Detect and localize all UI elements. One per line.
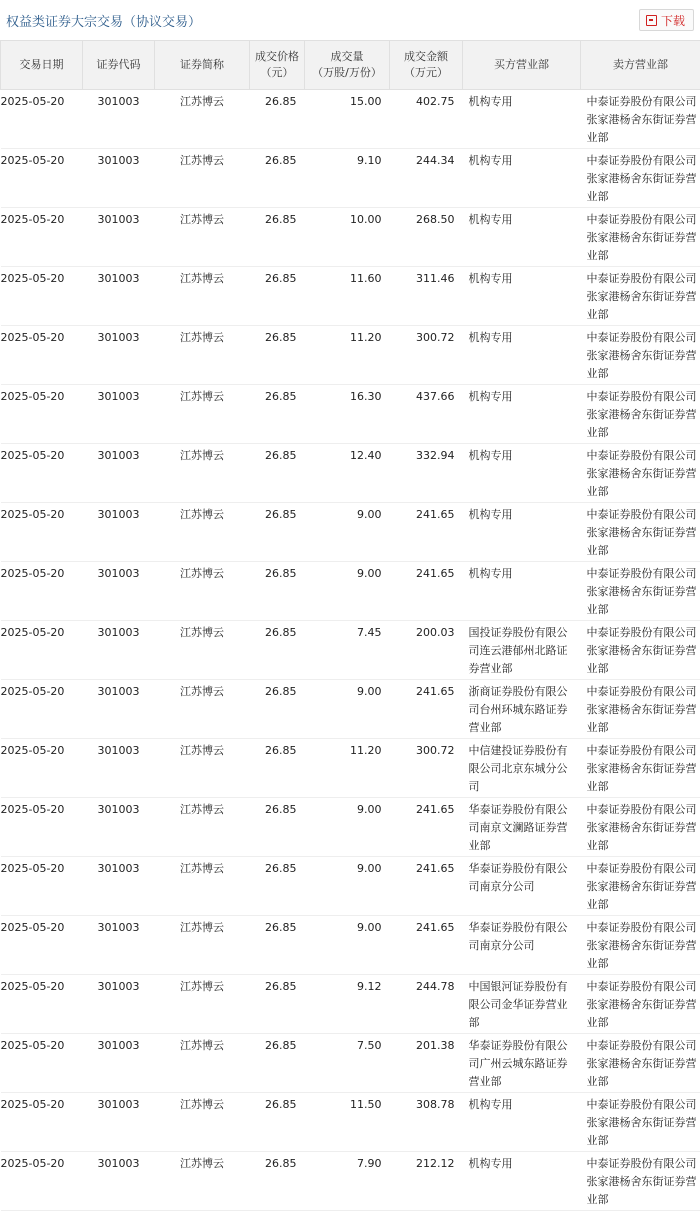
price-cell: 26.85 [250, 90, 305, 149]
table-row [1, 503, 700, 562]
header-seller: 卖方营业部 [581, 41, 700, 90]
page-title: 权益类证券大宗交易（协议交易） [6, 11, 201, 30]
trade-date-cell: 2025-05-20 [1, 857, 83, 916]
download-label: 下载 [661, 12, 685, 29]
buyer-branch-cell: 机构专用 [463, 1152, 581, 1211]
security-name-cell: 江苏博云 [155, 444, 250, 503]
buyer-branch-cell: 华泰证券股份有限公司南京文澜路证券营业部 [463, 798, 581, 857]
table-row [1, 975, 700, 1034]
seller-branch-cell: 中泰证券股份有限公司张家港杨舍东街证券营业部 [581, 1034, 700, 1093]
trade-date-cell: 2025-05-20 [1, 1152, 83, 1211]
security-code-cell: 301003 [83, 90, 155, 149]
amount-cell: 200.03 [390, 621, 463, 680]
header-security-code: 证券代码 [83, 41, 155, 90]
security-name-cell: 江苏博云 [155, 680, 250, 739]
volume-cell: 11.60 [305, 267, 390, 326]
volume-cell: 7.90 [305, 1152, 390, 1211]
price-cell: 26.85 [250, 326, 305, 385]
security-name-cell: 江苏博云 [155, 267, 250, 326]
price-cell: 26.85 [250, 798, 305, 857]
buyer-branch-cell: 华泰证券股份有限公司广州云城东路证券营业部 [463, 1034, 581, 1093]
price-cell: 26.85 [250, 208, 305, 267]
table-row [1, 1152, 700, 1211]
trade-date-cell: 2025-05-20 [1, 326, 83, 385]
security-name-cell: 江苏博云 [155, 739, 250, 798]
security-code-cell: 301003 [83, 1152, 155, 1211]
security-code-cell: 301003 [83, 149, 155, 208]
price-cell: 26.85 [250, 1034, 305, 1093]
volume-cell: 11.50 [305, 1093, 390, 1152]
amount-cell: 308.78 [390, 1093, 463, 1152]
security-name-cell: 江苏博云 [155, 1034, 250, 1093]
volume-cell: 7.50 [305, 1034, 390, 1093]
amount-cell: 437.66 [390, 385, 463, 444]
volume-cell: 7.45 [305, 621, 390, 680]
trade-date-cell: 2025-05-20 [1, 680, 83, 739]
price-cell: 26.85 [250, 149, 305, 208]
trade-date-cell: 2025-05-20 [1, 739, 83, 798]
seller-branch-cell: 中泰证券股份有限公司张家港杨舍东街证券营业部 [581, 857, 700, 916]
seller-branch-cell: 中泰证券股份有限公司张家港杨舍东街证券营业部 [581, 975, 700, 1034]
trade-date-cell: 2025-05-20 [1, 621, 83, 680]
volume-cell: 9.12 [305, 975, 390, 1034]
amount-cell: 300.72 [390, 326, 463, 385]
header-buyer: 买方营业部 [463, 41, 581, 90]
header-amount: 成交金额 （万元） [390, 41, 463, 90]
header-security-name: 证券简称 [155, 41, 250, 90]
table-row [1, 149, 700, 208]
volume-cell: 9.00 [305, 680, 390, 739]
table-row [1, 916, 700, 975]
trade-date-cell: 2025-05-20 [1, 798, 83, 857]
security-code-cell: 301003 [83, 326, 155, 385]
header-price: 成交价格 （元） [250, 41, 305, 90]
price-cell: 26.85 [250, 916, 305, 975]
trade-date-cell: 2025-05-20 [1, 503, 83, 562]
amount-cell: 241.65 [390, 562, 463, 621]
buyer-branch-cell: 浙商证券股份有限公司台州环城东路证券营业部 [463, 680, 581, 739]
security-name-cell: 江苏博云 [155, 208, 250, 267]
seller-branch-cell: 中泰证券股份有限公司张家港杨舍东街证券营业部 [581, 503, 700, 562]
buyer-branch-cell: 机构专用 [463, 444, 581, 503]
price-cell: 26.85 [250, 680, 305, 739]
trade-date-cell: 2025-05-20 [1, 149, 83, 208]
buyer-branch-cell: 国投证券股份有限公司连云港郁州北路证券营业部 [463, 621, 581, 680]
amount-cell: 300.72 [390, 739, 463, 798]
seller-branch-cell: 中泰证券股份有限公司张家港杨舍东街证券营业部 [581, 385, 700, 444]
buyer-branch-cell: 华泰证券股份有限公司南京分公司 [463, 916, 581, 975]
buyer-branch-cell: 机构专用 [463, 208, 581, 267]
security-code-cell: 301003 [83, 208, 155, 267]
buyer-branch-cell: 机构专用 [463, 562, 581, 621]
price-cell: 26.85 [250, 385, 305, 444]
volume-cell: 9.00 [305, 916, 390, 975]
table-row [1, 798, 700, 857]
seller-branch-cell: 中泰证券股份有限公司张家港杨舍东街证券营业部 [581, 90, 700, 149]
security-code-cell: 301003 [83, 857, 155, 916]
security-name-cell: 江苏博云 [155, 1093, 250, 1152]
volume-cell: 9.00 [305, 798, 390, 857]
trade-date-cell: 2025-05-20 [1, 1034, 83, 1093]
volume-cell: 9.00 [305, 857, 390, 916]
volume-cell: 16.30 [305, 385, 390, 444]
security-name-cell: 江苏博云 [155, 798, 250, 857]
trade-date-cell: 2025-05-20 [1, 385, 83, 444]
table-row [1, 90, 700, 149]
seller-branch-cell: 中泰证券股份有限公司张家港杨舍东街证券营业部 [581, 1093, 700, 1152]
table-row [1, 444, 700, 503]
price-cell: 26.85 [250, 444, 305, 503]
price-cell: 26.85 [250, 857, 305, 916]
table-row [1, 326, 700, 385]
amount-cell: 241.65 [390, 798, 463, 857]
price-cell: 26.85 [250, 975, 305, 1034]
amount-cell: 311.46 [390, 267, 463, 326]
trade-date-cell: 2025-05-20 [1, 1093, 83, 1152]
seller-branch-cell: 中泰证券股份有限公司张家港杨舍东街证券营业部 [581, 680, 700, 739]
header-volume: 成交量 （万股/万份） [305, 41, 390, 90]
price-cell: 26.85 [250, 503, 305, 562]
security-name-cell: 江苏博云 [155, 385, 250, 444]
seller-branch-cell: 中泰证券股份有限公司张家港杨舍东街证券营业部 [581, 562, 700, 621]
buyer-branch-cell: 机构专用 [463, 503, 581, 562]
trade-date-cell: 2025-05-20 [1, 90, 83, 149]
table-row [1, 1093, 700, 1152]
buyer-branch-cell: 中信建投证券股份有限公司北京东城分公司 [463, 739, 581, 798]
security-name-cell: 江苏博云 [155, 916, 250, 975]
security-code-cell: 301003 [83, 739, 155, 798]
volume-cell: 9.00 [305, 562, 390, 621]
amount-cell: 241.65 [390, 680, 463, 739]
price-cell: 26.85 [250, 1093, 305, 1152]
volume-cell: 9.10 [305, 149, 390, 208]
table-row [1, 621, 700, 680]
security-name-cell: 江苏博云 [155, 1152, 250, 1211]
security-code-cell: 301003 [83, 680, 155, 739]
table-row [1, 739, 700, 798]
amount-cell: 241.65 [390, 857, 463, 916]
security-code-cell: 301003 [83, 916, 155, 975]
security-name-cell: 江苏博云 [155, 503, 250, 562]
price-cell: 26.85 [250, 621, 305, 680]
block-trade-table [0, 40, 700, 1211]
buyer-branch-cell: 机构专用 [463, 149, 581, 208]
seller-branch-cell: 中泰证券股份有限公司张家港杨舍东街证券营业部 [581, 916, 700, 975]
buyer-branch-cell: 机构专用 [463, 1093, 581, 1152]
seller-branch-cell: 中泰证券股份有限公司张家港杨舍东街证券营业部 [581, 326, 700, 385]
volume-cell: 11.20 [305, 739, 390, 798]
security-code-cell: 301003 [83, 1093, 155, 1152]
price-cell: 26.85 [250, 267, 305, 326]
amount-cell: 244.78 [390, 975, 463, 1034]
security-name-cell: 江苏博云 [155, 149, 250, 208]
security-name-cell: 江苏博云 [155, 857, 250, 916]
trade-date-cell: 2025-05-20 [1, 975, 83, 1034]
trade-date-cell: 2025-05-20 [1, 562, 83, 621]
volume-cell: 10.00 [305, 208, 390, 267]
trade-date-cell: 2025-05-20 [1, 916, 83, 975]
security-code-cell: 301003 [83, 975, 155, 1034]
seller-branch-cell: 中泰证券股份有限公司张家港杨舍东街证券营业部 [581, 1152, 700, 1211]
price-cell: 26.85 [250, 562, 305, 621]
security-code-cell: 301003 [83, 621, 155, 680]
security-code-cell: 301003 [83, 267, 155, 326]
security-name-cell: 江苏博云 [155, 326, 250, 385]
seller-branch-cell: 中泰证券股份有限公司张家港杨舍东街证券营业部 [581, 739, 700, 798]
seller-branch-cell: 中泰证券股份有限公司张家港杨舍东街证券营业部 [581, 444, 700, 503]
price-cell: 26.85 [250, 1152, 305, 1211]
download-button[interactable] [639, 9, 694, 31]
header-trade-date: 交易日期 [1, 41, 83, 90]
seller-branch-cell: 中泰证券股份有限公司张家港杨舍东街证券营业部 [581, 621, 700, 680]
table-row [1, 680, 700, 739]
amount-cell: 212.12 [390, 1152, 463, 1211]
buyer-branch-cell: 中国银河证券股份有限公司金华证券营业部 [463, 975, 581, 1034]
buyer-branch-cell: 机构专用 [463, 385, 581, 444]
volume-cell: 11.20 [305, 326, 390, 385]
security-name-cell: 江苏博云 [155, 562, 250, 621]
trade-date-cell: 2025-05-20 [1, 208, 83, 267]
seller-branch-cell: 中泰证券股份有限公司张家港杨舍东街证券营业部 [581, 149, 700, 208]
security-code-cell: 301003 [83, 562, 155, 621]
page-header [0, 0, 700, 40]
table-row [1, 857, 700, 916]
table-row [1, 267, 700, 326]
security-name-cell: 江苏博云 [155, 90, 250, 149]
buyer-branch-cell: 机构专用 [463, 90, 581, 149]
amount-cell: 241.65 [390, 503, 463, 562]
volume-cell: 9.00 [305, 503, 390, 562]
security-code-cell: 301003 [83, 798, 155, 857]
table-row [1, 1034, 700, 1093]
volume-cell: 15.00 [305, 90, 390, 149]
security-code-cell: 301003 [83, 503, 155, 562]
table-header-row [1, 41, 700, 90]
price-cell: 26.85 [250, 739, 305, 798]
table-row [1, 385, 700, 444]
download-icon [646, 15, 657, 26]
seller-branch-cell: 中泰证券股份有限公司张家港杨舍东街证券营业部 [581, 208, 700, 267]
security-code-cell: 301003 [83, 1034, 155, 1093]
amount-cell: 244.34 [390, 149, 463, 208]
volume-cell: 12.40 [305, 444, 390, 503]
table-row [1, 208, 700, 267]
buyer-branch-cell: 华泰证券股份有限公司南京分公司 [463, 857, 581, 916]
trade-date-cell: 2025-05-20 [1, 267, 83, 326]
amount-cell: 402.75 [390, 90, 463, 149]
amount-cell: 332.94 [390, 444, 463, 503]
security-code-cell: 301003 [83, 385, 155, 444]
amount-cell: 241.65 [390, 916, 463, 975]
security-code-cell: 301003 [83, 444, 155, 503]
trade-date-cell: 2025-05-20 [1, 444, 83, 503]
seller-branch-cell: 中泰证券股份有限公司张家港杨舍东街证券营业部 [581, 798, 700, 857]
table-row [1, 562, 700, 621]
security-name-cell: 江苏博云 [155, 975, 250, 1034]
table-body [1, 90, 700, 1211]
security-name-cell: 江苏博云 [155, 621, 250, 680]
amount-cell: 268.50 [390, 208, 463, 267]
amount-cell: 201.38 [390, 1034, 463, 1093]
buyer-branch-cell: 机构专用 [463, 267, 581, 326]
buyer-branch-cell: 机构专用 [463, 326, 581, 385]
seller-branch-cell: 中泰证券股份有限公司张家港杨舍东街证券营业部 [581, 267, 700, 326]
